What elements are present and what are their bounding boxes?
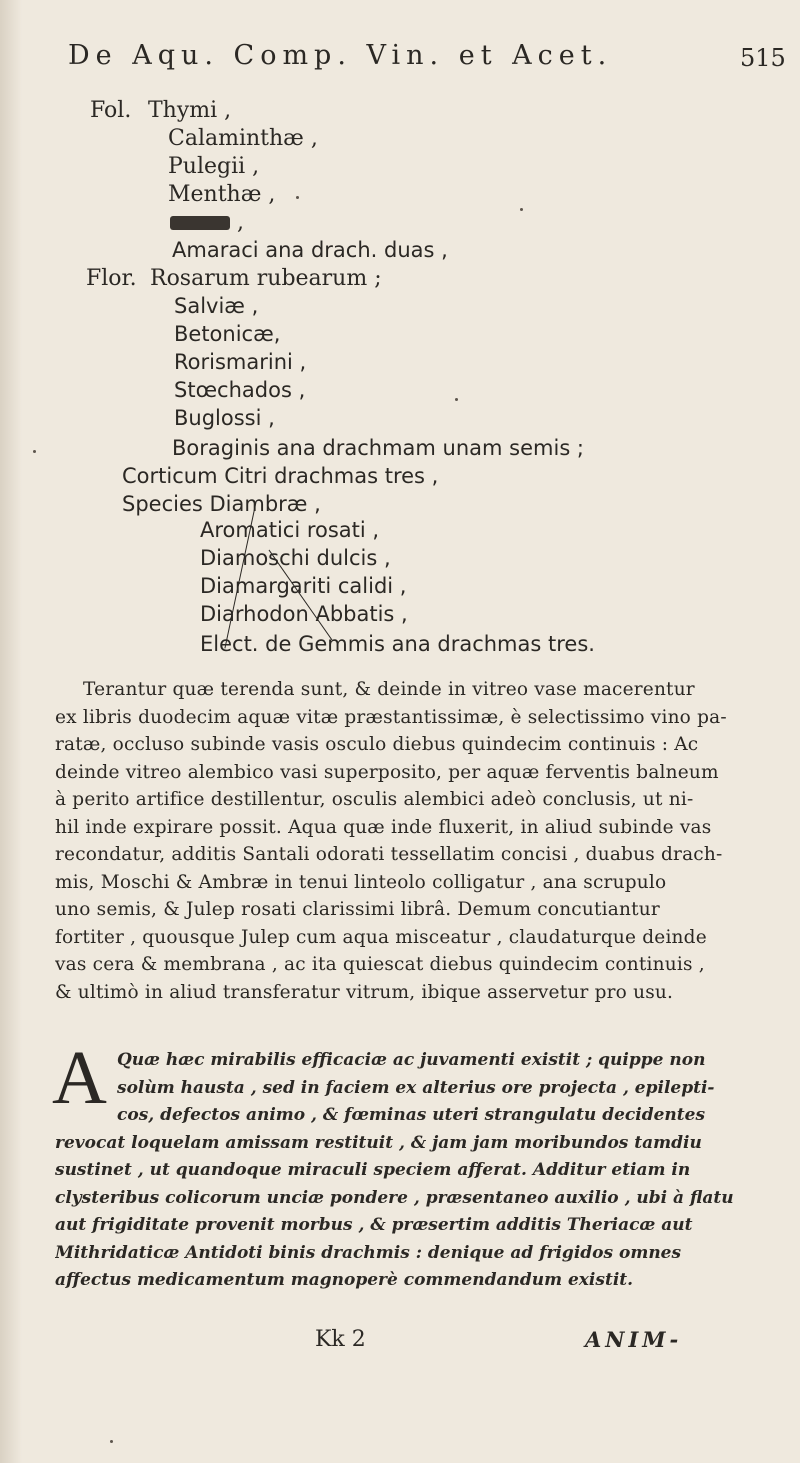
drop-cap: A <box>52 1036 107 1120</box>
italic-line: revocat loquelam amissam restituit , & jam jam moribundos tamdiu <box>55 1132 702 1153</box>
paragraph-line: uno semis, & Julep rosati clarissimi librâ. Demum concutiantur <box>55 899 660 920</box>
flor-item: Rorismarini , <box>174 350 307 374</box>
fol-item: Pulegii , <box>168 154 260 179</box>
fol-label: Fol. <box>90 98 132 123</box>
fol-item: Menthæ , <box>168 182 276 207</box>
paragraph-line: ex libris duodecim aquæ vitæ præstantissimæ, è selectissimo vino pa- <box>55 706 727 728</box>
blotted-ingredient: , <box>170 212 244 234</box>
paper-speck <box>110 1440 113 1443</box>
italic-line: affectus medicamentum magnoperè commendandum existit. <box>55 1270 634 1290</box>
page-number: 515 <box>740 44 786 72</box>
catchword: ANIM- <box>585 1327 683 1352</box>
corticum-line: Corticum Citri drachmas tres , <box>122 464 439 488</box>
fol-item: Calaminthæ , <box>168 126 318 151</box>
species-item: Diamoschi dulcis , <box>200 546 391 570</box>
fol-item: Thymi , <box>148 98 232 123</box>
amaraci-line: Amaraci ana drach. duas , <box>172 238 448 262</box>
flor-item: Buglossi , <box>174 406 275 430</box>
running-title: De Aqu. Comp. Vin. et Acet. <box>68 40 613 71</box>
italic-line: solùm hausta , sed in faciem ex alterius ore projecta , epilepti- <box>117 1077 715 1098</box>
paper-speck <box>296 196 299 199</box>
paragraph-line: mis, Moschi & Ambræ in tenui linteolo colligatur , ana scrupulo <box>55 871 667 893</box>
ink-blot <box>170 216 230 230</box>
italic-line: cos, defectos animo , & fœminas uteri strangulatu decidentes <box>117 1105 706 1125</box>
italic-line: sustinet , ut quandoque miraculi speciem afferat. Additur etiam in <box>55 1160 691 1180</box>
flor-item: Rosarum rubearum ; <box>150 266 382 291</box>
paper-speck <box>520 208 523 211</box>
paper-speck <box>455 398 458 401</box>
flor-label: Flor. <box>86 266 137 291</box>
italic-line: Quæ hæc mirabilis efficaciæ ac juvamenti existit ; quippe non <box>117 1050 706 1070</box>
page-gutter-shadow <box>0 0 22 1463</box>
italic-line: Mithridaticæ Antidoti binis drachmis : denique ad frigidos omnes <box>55 1242 682 1263</box>
paragraph-line: deinde vitreo alembico vasi superposito, per aquæ ferventis balneum <box>55 761 719 783</box>
body-paragraph <box>55 676 755 1006</box>
flor-item: Stœchados , <box>174 378 306 402</box>
italic-line: clysteribus colicorum unciæ pondere , præsentaneo auxilio , ubi à flatu <box>55 1187 734 1208</box>
paragraph-line: vas cera & membrana , ac ita quiescat diebus quindecim continuis , <box>55 954 705 975</box>
flor-item: Salviæ , <box>174 294 259 318</box>
paragraph-line: recondatur, additis Santali odorati tessellatim concisi , duabus drach- <box>55 844 723 865</box>
species-item: Aromatici rosati , <box>200 518 380 542</box>
italic-line: aut frigiditate provenit morbus , & præsertim additis Theriacæ aut <box>55 1215 693 1235</box>
boraginis-line: Boraginis ana drachmam unam semis ; <box>172 436 585 460</box>
paragraph-line: & ultimò in aliud transferatur vitrum, ibique asservetur pro usu. <box>55 981 674 1003</box>
paragraph-line: à perito artifice destillentur, osculis alembici adeò conclusis, ut ni- <box>55 789 694 810</box>
italic-paragraph <box>55 1047 765 1295</box>
paragraph-line: fortiter , quousque Julep cum aqua misceatur , claudaturque deinde <box>55 926 707 948</box>
signature-mark: Kk 2 <box>315 1327 366 1352</box>
paragraph-line: Terantur quæ terenda sunt, & deinde in vitreo vase macerentur <box>83 679 695 700</box>
species-label: Species Diambræ , <box>122 492 321 516</box>
species-item: Diamargariti calidi , <box>200 574 407 598</box>
electuary-line: Elect. de Gemmis ana drachmas tres. <box>200 632 595 656</box>
paper-speck <box>33 450 36 453</box>
paragraph-line: ratæ, occluso subinde vasis osculo diebus quindecim continuis : Ac <box>55 734 699 755</box>
flor-item: Betonicæ, <box>174 322 281 346</box>
paragraph-line: hil inde expirare possit. Aqua quæ inde fluxerit, in aliud subinde vas <box>55 816 712 838</box>
species-item: Diarhodon Abbatis , <box>200 602 408 626</box>
